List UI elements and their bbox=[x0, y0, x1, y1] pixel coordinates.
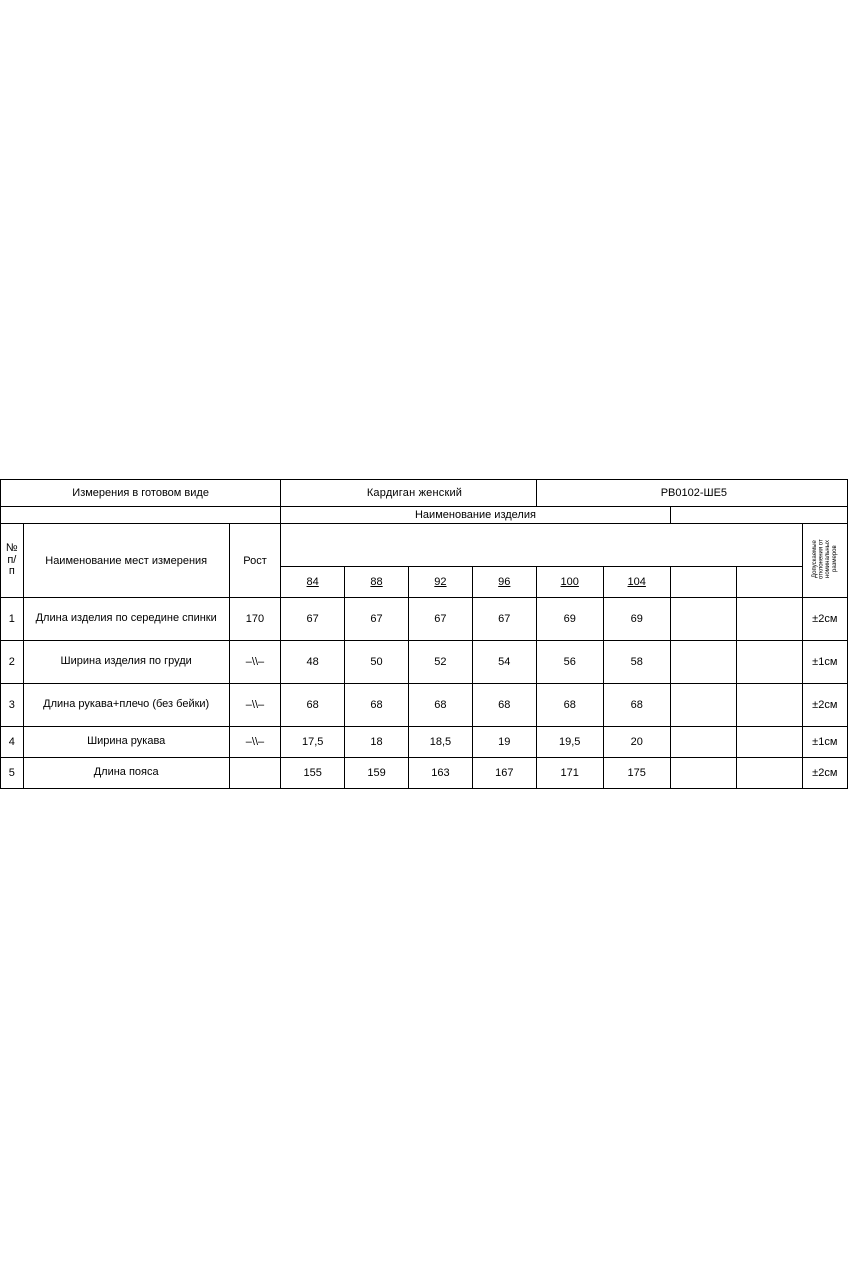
cell-size-104: 175 bbox=[603, 758, 670, 789]
cell-size-84: 48 bbox=[281, 641, 345, 684]
cell-blank-0 bbox=[670, 641, 736, 684]
row-tolerance: ±2см bbox=[802, 598, 847, 641]
cell-size-96: 67 bbox=[472, 598, 536, 641]
table-row bbox=[1, 684, 848, 727]
cell-size-100: 68 bbox=[536, 684, 603, 727]
row-height: –\\– bbox=[229, 684, 281, 727]
row-index: 2 bbox=[1, 641, 24, 684]
header-number: № п/ п bbox=[1, 524, 24, 598]
cell-size-84: 68 bbox=[281, 684, 345, 727]
row-index: 5 bbox=[1, 758, 24, 789]
header-tolerance: Допускаемые отклонения от номинальных размеров bbox=[802, 524, 847, 598]
row-height bbox=[229, 758, 281, 789]
cell-size-96: 19 bbox=[472, 727, 536, 758]
cell-size-104: 58 bbox=[603, 641, 670, 684]
cell-size-88: 68 bbox=[345, 684, 409, 727]
table-row bbox=[1, 598, 848, 641]
table-row bbox=[1, 758, 848, 789]
cell-size-104: 20 bbox=[603, 727, 670, 758]
cell-blank-1 bbox=[736, 727, 802, 758]
table-row bbox=[1, 727, 848, 758]
header-sizes-group bbox=[281, 524, 802, 567]
cell-size-84: 67 bbox=[281, 598, 345, 641]
table-header-row bbox=[1, 524, 848, 567]
row-height: –\\– bbox=[229, 641, 281, 684]
size-header-4: 100 bbox=[536, 567, 603, 598]
cell-size-92: 67 bbox=[408, 598, 472, 641]
row-tolerance: ±2см bbox=[802, 758, 847, 789]
row-index: 4 bbox=[1, 727, 24, 758]
cell-size-92: 52 bbox=[408, 641, 472, 684]
row-measurement-name: Длина пояса bbox=[23, 758, 229, 789]
cell-blank-1 bbox=[736, 758, 802, 789]
row-height: –\\– bbox=[229, 727, 281, 758]
subtitle-spacer-right bbox=[670, 507, 847, 524]
cell-size-104: 69 bbox=[603, 598, 670, 641]
cell-size-96: 167 bbox=[472, 758, 536, 789]
cell-size-100: 56 bbox=[536, 641, 603, 684]
cell-size-88: 50 bbox=[345, 641, 409, 684]
subtitle-product-label: Наименование изделия bbox=[281, 507, 670, 524]
sheet-left-title: Измерения в готовом виде bbox=[1, 480, 281, 507]
cell-size-92: 163 bbox=[408, 758, 472, 789]
size-header-3: 96 bbox=[472, 567, 536, 598]
row-measurement-name: Длина рукава+плечо (без бейки) bbox=[23, 684, 229, 727]
row-index: 1 bbox=[1, 598, 24, 641]
header-height: Рост bbox=[229, 524, 281, 598]
header-measurement-name: Наименование мест измерения bbox=[23, 524, 229, 598]
row-index: 3 bbox=[1, 684, 24, 727]
table-row bbox=[1, 641, 848, 684]
cell-blank-0 bbox=[670, 758, 736, 789]
cell-blank-1 bbox=[736, 641, 802, 684]
cell-blank-1 bbox=[736, 684, 802, 727]
cell-blank-1 bbox=[736, 598, 802, 641]
row-tolerance: ±1см bbox=[802, 641, 847, 684]
size-header-0: 84 bbox=[281, 567, 345, 598]
cell-size-88: 159 bbox=[345, 758, 409, 789]
cell-size-88: 67 bbox=[345, 598, 409, 641]
cell-size-92: 18,5 bbox=[408, 727, 472, 758]
measurements-table bbox=[0, 479, 848, 789]
product-title: Кардиган женский bbox=[281, 480, 537, 507]
cell-blank-0 bbox=[670, 598, 736, 641]
cell-size-88: 18 bbox=[345, 727, 409, 758]
row-tolerance: ±2см bbox=[802, 684, 847, 727]
row-measurement-name: Ширина изделия по груди bbox=[23, 641, 229, 684]
cell-blank-0 bbox=[670, 684, 736, 727]
cell-size-100: 171 bbox=[536, 758, 603, 789]
row-tolerance: ±1см bbox=[802, 727, 847, 758]
product-code: РВ0102-ШЕ5 bbox=[536, 480, 847, 507]
cell-size-84: 17,5 bbox=[281, 727, 345, 758]
cell-blank-0 bbox=[670, 727, 736, 758]
size-header-5: 104 bbox=[603, 567, 670, 598]
size-header-2: 92 bbox=[408, 567, 472, 598]
size-header-blank-0 bbox=[670, 567, 736, 598]
row-height: 170 bbox=[229, 598, 281, 641]
row-measurement-name: Ширина рукава bbox=[23, 727, 229, 758]
cell-size-96: 68 bbox=[472, 684, 536, 727]
cell-size-100: 19,5 bbox=[536, 727, 603, 758]
size-header-1: 88 bbox=[345, 567, 409, 598]
subtitle-spacer bbox=[1, 507, 281, 524]
cell-size-92: 68 bbox=[408, 684, 472, 727]
measurement-sheet bbox=[0, 479, 848, 789]
title-row bbox=[1, 480, 848, 507]
row-measurement-name: Длина изделия по середине спинки bbox=[23, 598, 229, 641]
size-header-blank-1 bbox=[736, 567, 802, 598]
cell-size-104: 68 bbox=[603, 684, 670, 727]
cell-size-84: 155 bbox=[281, 758, 345, 789]
cell-size-100: 69 bbox=[536, 598, 603, 641]
cell-size-96: 54 bbox=[472, 641, 536, 684]
subtitle-row bbox=[1, 507, 848, 524]
